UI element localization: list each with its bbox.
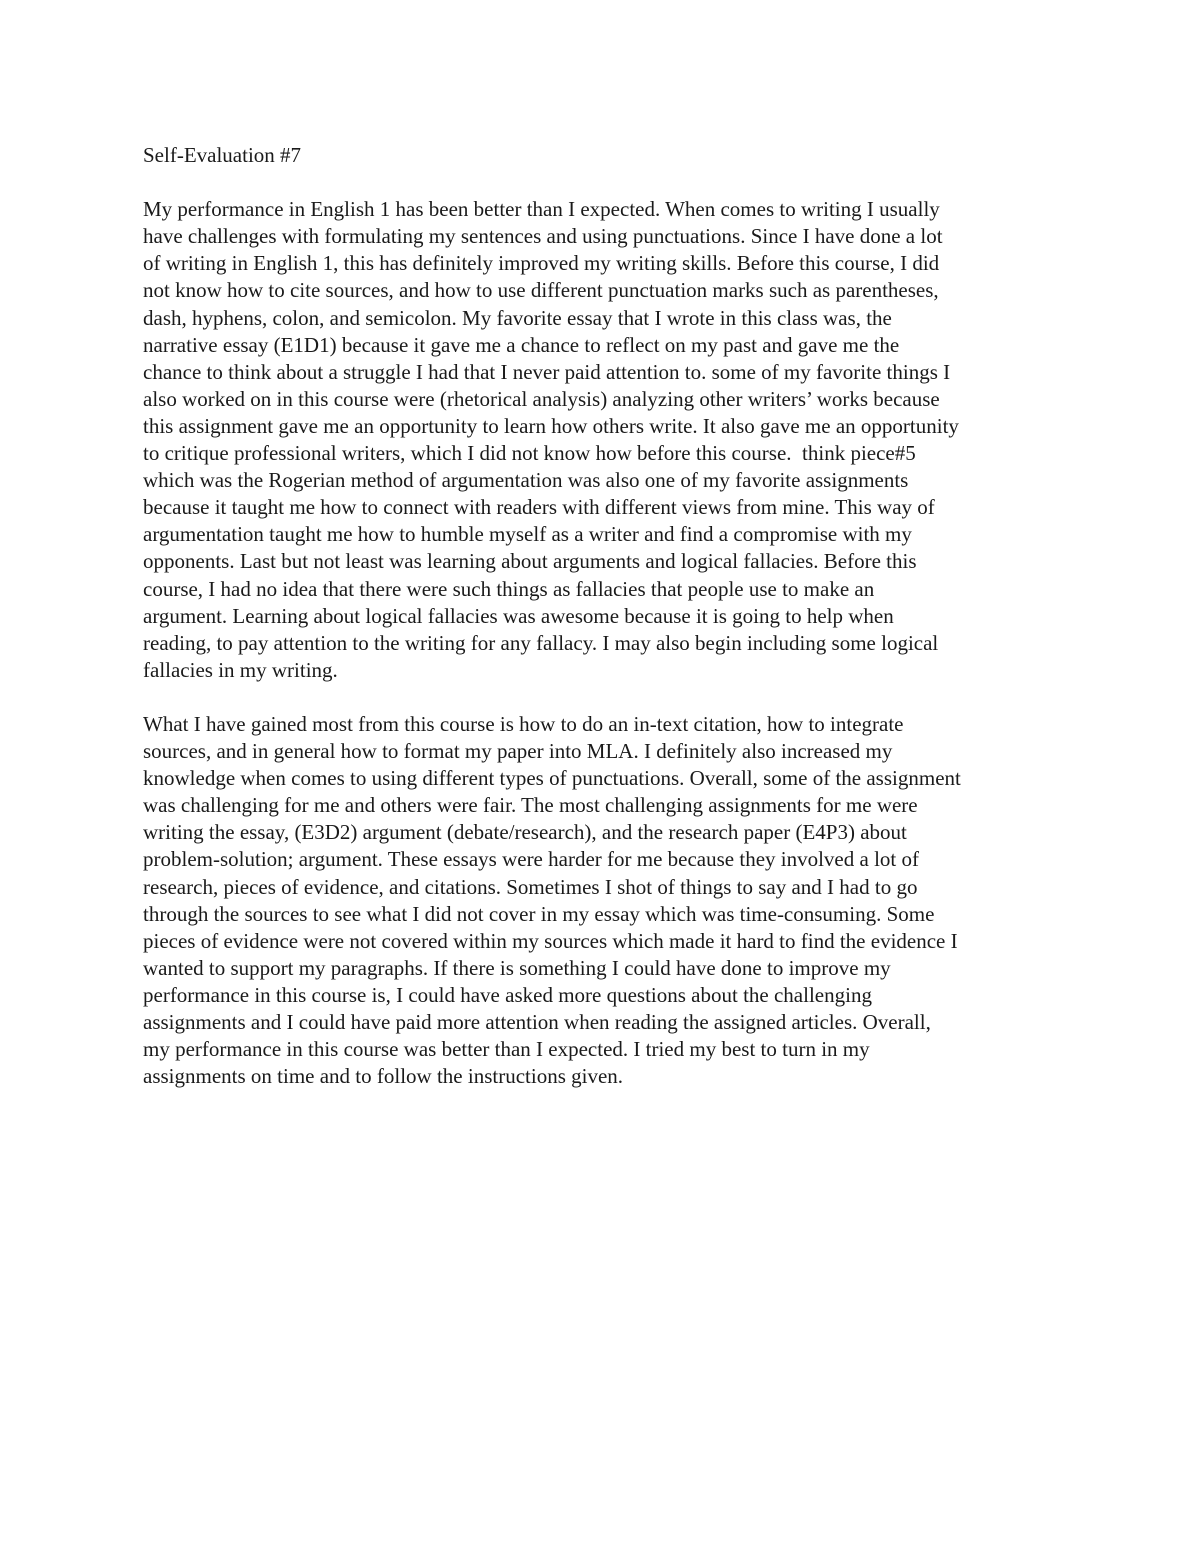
paragraph-line: also worked on in this course were (rhetorical analysis) analyzing other writers’ works because [143,386,940,411]
paragraph-line: research, pieces of evidence, and citations. Sometimes I shot of things to say and I had to go [143,874,918,899]
paragraph-line: My performance in English 1 has been better than I expected. When comes to writing I usually [143,197,940,222]
paragraph-line: performance in this course is, I could have asked more questions about the challenging [143,982,872,1007]
paragraph-line: dash, hyphens, colon, and semicolon. My favorite essay that I wrote in this class was, the [143,305,892,330]
paragraph-line: knowledge when comes to using different types of punctuations. Overall, some of the assignment [143,766,961,791]
paragraph-line: of writing in English 1, this has definitely improved my writing skills. Before this course, I did [143,251,940,276]
paragraph-line: What I have gained most from this course is how to do an in-text citation, how to integrate [143,711,904,736]
paragraph-line: writing the essay, (E3D2) argument (debate/research), and the research paper (E4P3) about [143,820,907,845]
paragraph-line: this assignment gave me an opportunity to learn how others write. It also gave me an opportunity [143,413,959,438]
paragraph-line: pieces of evidence were not covered within my sources which made it hard to find the evidence I [143,928,958,953]
paragraph-line: assignments and I could have paid more attention when reading the assigned articles. Overall, [143,1010,931,1034]
paragraph-1 [143,196,1065,684]
paragraph-line: wanted to support my paragraphs. If there is something I could have done to improve my [143,955,891,980]
paragraph-line: which was the Rogerian method of argumentation was also one of my favorite assignments [143,468,909,493]
paragraph-line: fallacies in my writing. [143,657,338,682]
paragraph-line: problem-solution; argument. These essays were harder for me because they involved a lot of [143,847,919,872]
paragraph-line: course, I had no idea that there were such things as fallacies that people use to make an [143,576,875,601]
paragraph-line: chance to think about a struggle I had that I never paid attention to. some of my favorite things I [143,359,951,384]
paragraph-line: to critique professional writers, which I did not know how before this course. think piece#5 [143,441,916,466]
paragraph-line: because it taught me how to connect with readers with different views from mine. This way of [143,495,935,520]
paragraph-line: have challenges with formulating my sentences and using punctuations. Since I have done a lot [143,224,943,249]
paragraph-line: reading, to pay attention to the writing for any fallacy. I may also begin including some logical [143,630,939,655]
paragraph-line: was challenging for me and others were fair. The most challenging assignments for me were [143,793,918,818]
paragraph-line: argumentation taught me how to humble myself as a writer and find a compromise with my [143,522,912,547]
paragraph-line: my performance in this course was better than I expected. I tried my best to turn in my [143,1037,870,1062]
paragraph-line: opponents. Last but not least was learning about arguments and logical fallacies. Before this [143,549,917,574]
paragraph-line: assignments on time and to follow the instructions given. [143,1064,624,1089]
paragraph-line: argument. Learning about logical fallacies was awesome because it is going to help when [143,603,894,628]
paragraph-line: sources, and in general how to format my paper into MLA. I definitely also increased my [143,739,893,764]
document-title: Self-Evaluation #7 [143,143,302,167]
paragraph-2 [143,711,1065,1090]
document-body [143,142,1065,1117]
paragraph-line: not know how to cite sources, and how to use different punctuation marks such as parentheses, [143,278,939,303]
paragraph-line: narrative essay (E1D1) because it gave me a chance to reflect on my past and gave me the [143,332,900,357]
paragraph-line: through the sources to see what I did not cover in my essay which was time-consuming. Some [143,901,935,926]
